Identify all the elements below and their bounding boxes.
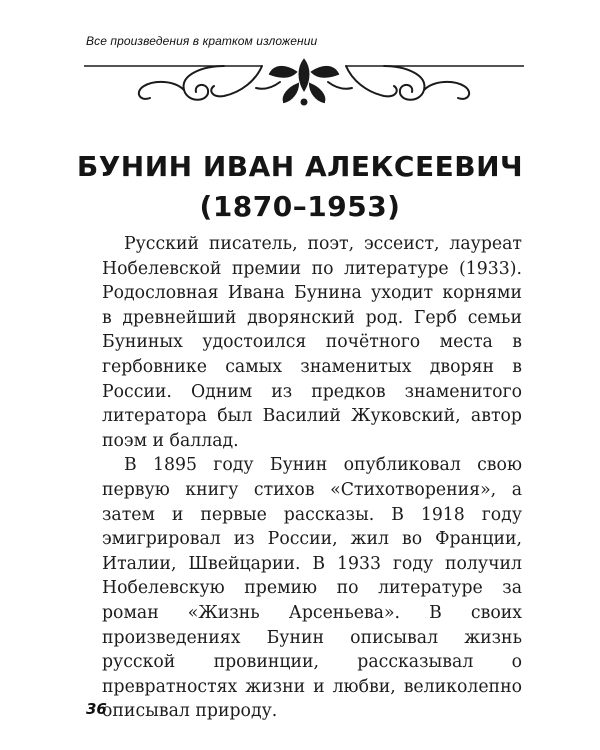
- body-text: [102, 232, 522, 724]
- chapter-title: [60, 150, 540, 224]
- page-number: 36: [86, 700, 107, 718]
- decorative-scroll-ornament-icon: [84, 50, 524, 112]
- title-author-name: БУНИН ИВАН АЛЕКСЕЕВИЧ: [76, 150, 524, 183]
- paragraph-1: Русский писатель, поэт, эссеист, лауреат Нобелевской премии по литературе (1933). Родословная Ивана Бунина уходит корнями в древнейший дворянский род. Герб семьи Буниных удостоился почётного места в гербовнике самых знаменитых дворян в России. Одним из предков знаменитого литератора был Василий Жуковский, автор поэм и баллад.: [102, 234, 522, 451]
- running-head: Все произведения в кратком изложении: [86, 34, 318, 48]
- paragraph-2: В 1895 году Бунин опубликовал свою первую книгу стихов «Стихотворения», а затем и первые рассказы. В 1918 году эмигрировал из России, жил во Франции, Италии, Швейцарии. В 1933 году получил Нобелевскую премию по литературе за роман «Жизнь Арсеньева». В своих произведениях Бунин описывал жизнь русской провинции, рассказывал о превратностях жизни и любви, великолепно описывал природу.: [102, 455, 522, 722]
- title-author-years: (1870–1953): [199, 190, 401, 223]
